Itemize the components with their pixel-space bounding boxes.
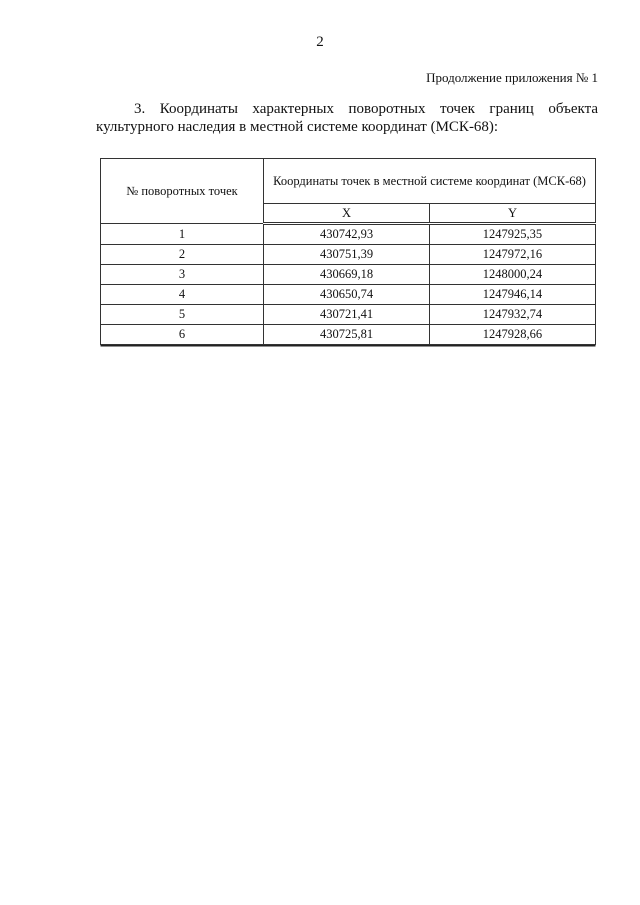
page-number: 2 [316, 34, 324, 50]
table-row [101, 305, 596, 325]
y-coordinate-cell: 1247928,66 [429, 325, 595, 345]
x-coordinate-cell: 430742,93 [264, 224, 430, 245]
section-heading [96, 100, 598, 136]
y-coordinate-cell: 1248000,24 [429, 265, 595, 285]
y-coordinate-cell: 1247946,14 [429, 285, 595, 305]
point-number-cell: 2 [101, 245, 264, 265]
point-number-cell: 1 [101, 224, 264, 245]
point-number-cell: 5 [101, 305, 264, 325]
y-header: Y [429, 204, 595, 224]
x-coordinate-cell: 430751,39 [264, 245, 430, 265]
table-row [101, 245, 596, 265]
y-coordinate-cell: 1247925,35 [429, 224, 595, 245]
point-number-cell: 4 [101, 285, 264, 305]
y-coordinate-cell: 1247972,16 [429, 245, 595, 265]
point-number-cell: 3 [101, 265, 264, 285]
table-row [101, 265, 596, 285]
table-row [101, 224, 596, 245]
appendix-continuation-note: Продолжение приложения № 1 [426, 70, 598, 85]
coordinates-group-header: Координаты точек в местной системе координат (МСК-68) [264, 159, 596, 204]
table-row [101, 325, 596, 345]
table-row [101, 285, 596, 305]
y-coordinate-cell: 1247932,74 [429, 305, 595, 325]
x-coordinate-cell: 430725,81 [264, 325, 430, 345]
x-coordinate-cell: 430669,18 [264, 265, 430, 285]
point-number-header: № поворотных точек [101, 159, 264, 224]
x-header: X [264, 204, 430, 224]
coordinates-table [100, 158, 596, 345]
x-coordinate-cell: 430721,41 [264, 305, 430, 325]
point-number-cell: 6 [101, 325, 264, 345]
x-coordinate-cell: 430650,74 [264, 285, 430, 305]
section-heading-line-1: 3. Координаты характерных поворотных точек границ объекта [134, 101, 598, 117]
section-heading-line-2: культурного наследия в местной системе координат (МСК-68): [96, 119, 499, 135]
